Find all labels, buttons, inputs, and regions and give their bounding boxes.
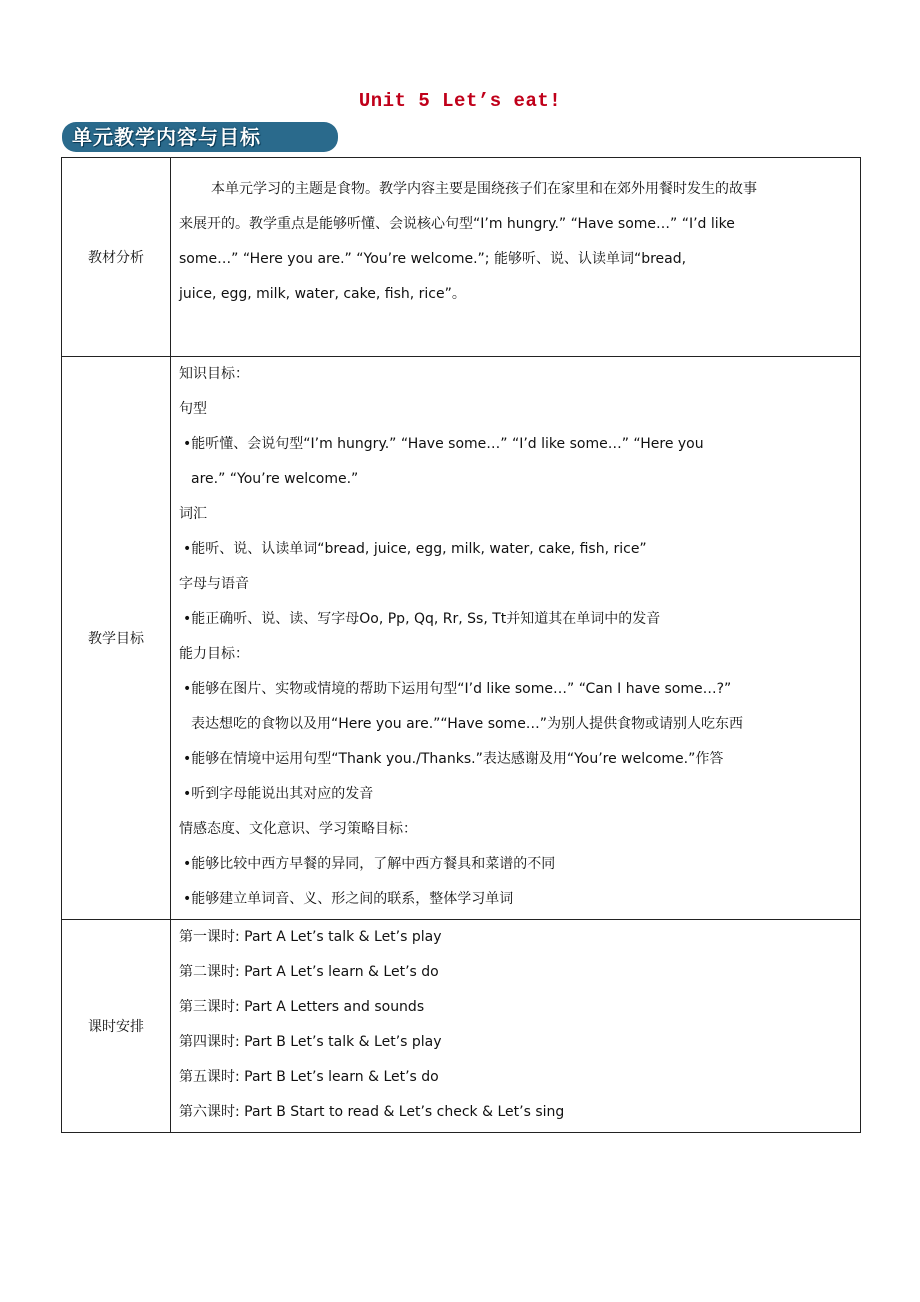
schedule-line: 第三课时: Part A Letters and sounds bbox=[179, 999, 425, 1015]
section-banner: 单元教学内容与目标 bbox=[62, 122, 338, 152]
schedule-line: 第一课时: Part A Let’s talk & Let’s play bbox=[179, 929, 442, 945]
goals-line: •听到字母能说出其对应的发音 bbox=[183, 786, 374, 802]
schedule-line: 第四课时: Part B Let’s talk & Let’s play bbox=[179, 1034, 442, 1050]
goals-line: •能够建立单词音、义、形之间的联系，整体学习单词 bbox=[183, 891, 514, 907]
goals-line: 句型 bbox=[179, 401, 207, 417]
goals-line: •能正确听、说、读、写字母Oo, Pp, Qq, Rr, Ss, Tt并知道其在单词中的发音 bbox=[183, 611, 661, 627]
goals-line: •能听、说、认读单词“bread, juice, egg, milk, water, cake, fish, rice” bbox=[183, 541, 647, 557]
goals-line: 词汇 bbox=[179, 506, 207, 522]
schedule-line: 第二课时: Part A Let’s learn & Let’s do bbox=[179, 964, 439, 980]
goals-line: •能听懂、会说句型“I’m hungry.” “Have some…” “I’d like some…” “Here you bbox=[183, 436, 704, 452]
goals-line: •能够比较中西方早餐的异同，了解中西方餐具和菜谱的不同 bbox=[183, 856, 556, 872]
row-label-analysis: 教材分析 bbox=[62, 158, 171, 357]
analysis-line: 来展开的。教学重点是能够听懂、会说核心句型“I’m hungry.” “Have some…” “I’d like bbox=[179, 216, 735, 232]
goals-line: 情感态度、文化意识、学习策略目标： bbox=[179, 821, 417, 837]
row-label-schedule: 课时安排 bbox=[62, 920, 171, 1133]
goals-line: •能够在图片、实物或情境的帮助下运用句型“I’d like some…” “Can I have some…?” bbox=[183, 681, 732, 697]
goals-line: 能力目标： bbox=[179, 646, 249, 662]
analysis-content bbox=[171, 158, 860, 356]
goals-line: 字母与语音 bbox=[179, 576, 249, 592]
schedule-line: 第五课时: Part B Let’s learn & Let’s do bbox=[179, 1069, 439, 1085]
row-label-goals: 教学目标 bbox=[62, 357, 171, 920]
analysis-line: juice, egg, milk, water, cake, fish, rice”。 bbox=[179, 286, 466, 302]
schedule-line: 第六课时: Part B Start to read & Let’s check & Let’s sing bbox=[179, 1104, 565, 1120]
analysis-line: some…” “Here you are.” “You’re welcome.”; 能够听、说、认读单词“bread, bbox=[179, 251, 687, 267]
analysis-line: 本单元学习的主题是食物。教学内容主要是围绕孩子们在家里和在郊外用餐时发生的故事 bbox=[211, 181, 757, 197]
document-title: Unit 5 Let’s eat! bbox=[358, 90, 562, 112]
table-row-schedule bbox=[62, 920, 861, 1133]
goals-line: 知识目标： bbox=[179, 366, 249, 382]
table-row-goals bbox=[62, 357, 861, 920]
goals-content bbox=[171, 357, 860, 919]
table-row-analysis bbox=[62, 158, 861, 357]
goals-line: are.” “You’re welcome.” bbox=[191, 471, 359, 487]
schedule-content bbox=[171, 920, 860, 1132]
unit-plan-table bbox=[61, 157, 861, 1133]
goals-line: 表达想吃的食物以及用“Here you are.”“Have some…”为别人提供食物或请别人吃东西 bbox=[191, 716, 744, 732]
goals-line: •能够在情境中运用句型“Thank you./Thanks.”表达感谢及用“You’re welcome.”作答 bbox=[183, 751, 724, 767]
